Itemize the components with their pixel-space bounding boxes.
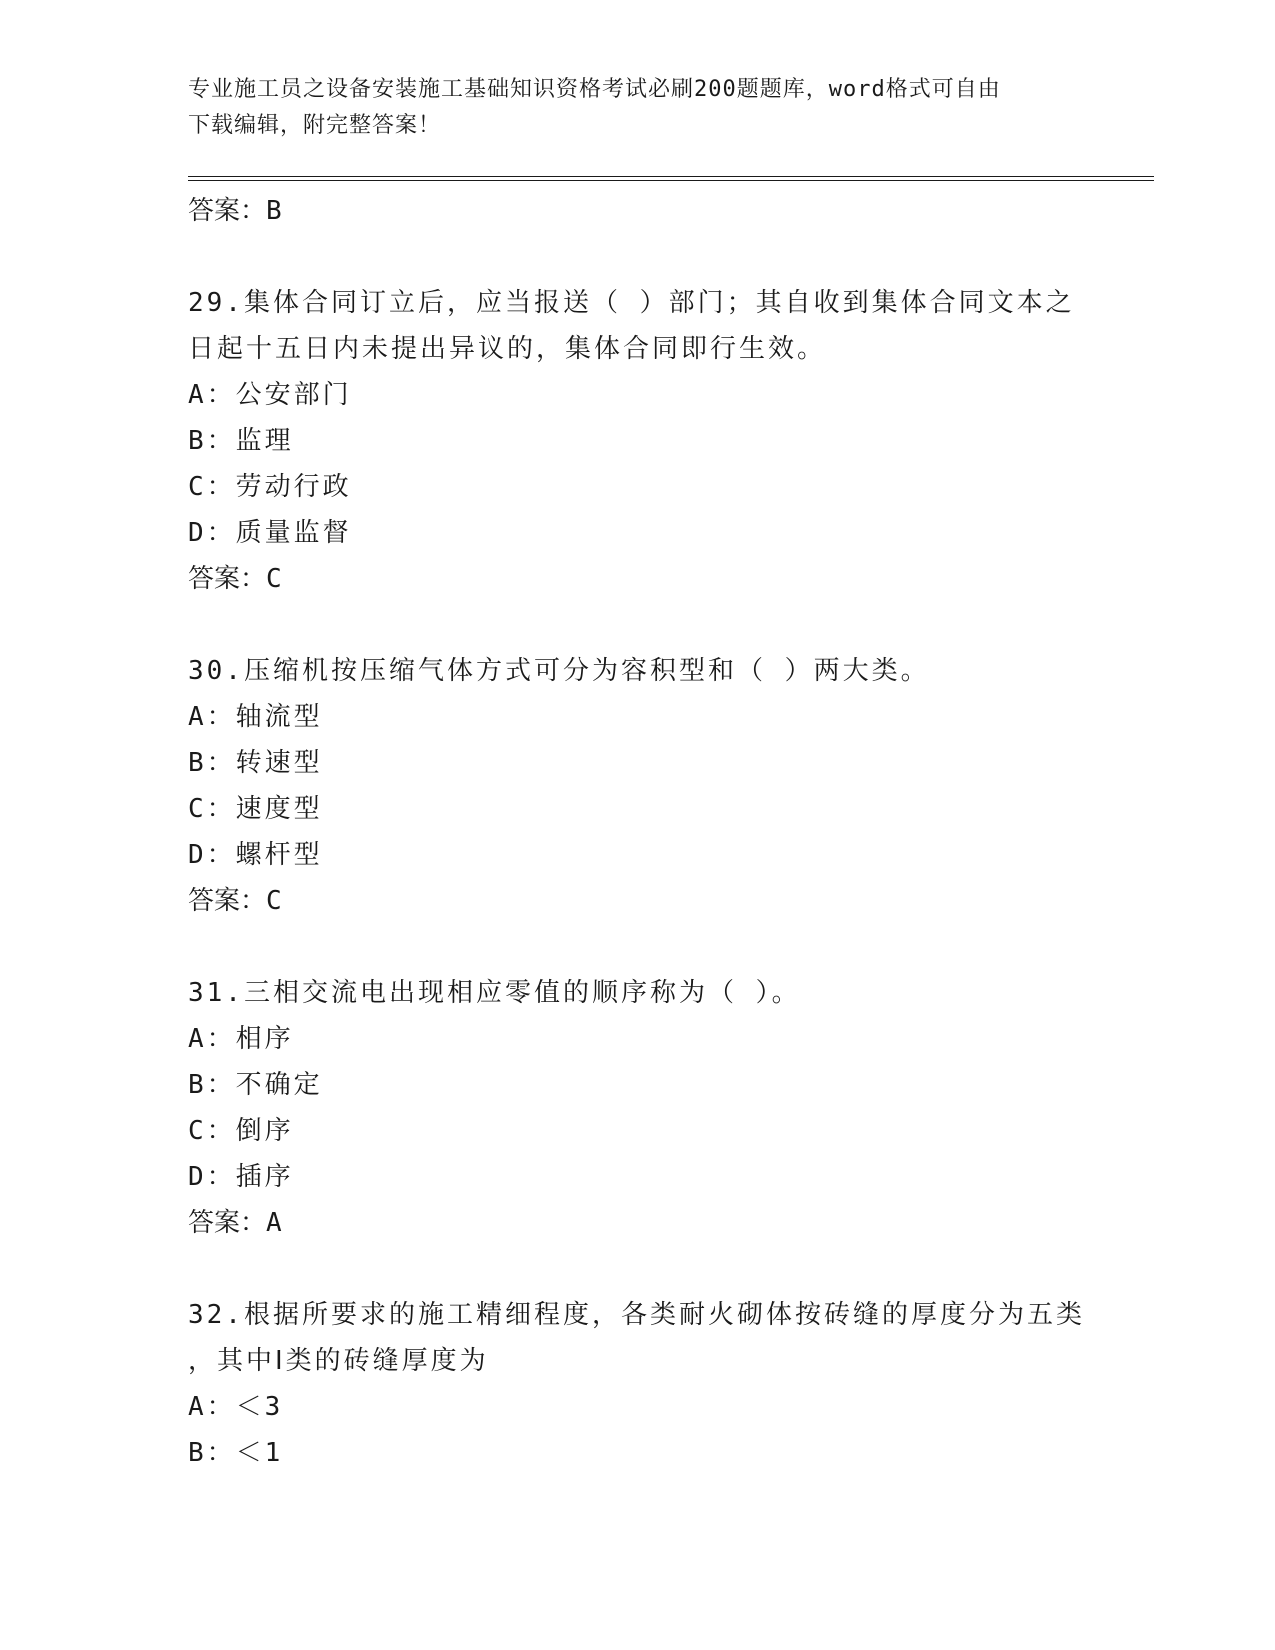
question-32	[188, 1292, 1088, 1476]
answer-28: 答案：B	[188, 196, 282, 226]
question-32-option-b: B：＜1	[188, 1438, 284, 1468]
answer-29: 答案：C	[188, 564, 282, 594]
question-32-option-a: A：＜3	[188, 1392, 284, 1422]
question-29-text-2: 日起十五日内未提出异议的，集体合同即行生效。	[188, 334, 827, 364]
spacer	[188, 602, 1088, 648]
spacer	[188, 924, 1088, 970]
question-29-option-d: D：质量监督	[188, 518, 352, 548]
header-line-2: 下载编辑，附完整答案！	[188, 113, 442, 138]
question-29	[188, 280, 1088, 602]
question-30-option-c: C：速度型	[188, 794, 323, 824]
question-30-option-d: D：螺杆型	[188, 840, 323, 870]
question-29-option-c: C：劳动行政	[188, 472, 352, 502]
question-31-text-1: 31.三相交流电出现相应零值的顺序称为（ ）。	[188, 978, 801, 1008]
header-divider	[188, 176, 1154, 181]
question-29-text-1: 29.集体合同订立后，应当报送（ ）部门；其自收到集体合同文本之	[188, 288, 1075, 318]
document-body	[188, 188, 1088, 1476]
question-31-option-c: C：倒序	[188, 1116, 294, 1146]
question-29-option-b: B：监理	[188, 426, 294, 456]
spacer	[188, 234, 1088, 280]
spacer	[188, 1246, 1088, 1292]
document-header	[188, 72, 1088, 144]
question-31-option-b: B：不确定	[188, 1070, 323, 1100]
question-30	[188, 648, 1088, 924]
answer-31: 答案：A	[188, 1208, 282, 1238]
question-31-option-a: A：相序	[188, 1024, 294, 1054]
answer-30: 答案：C	[188, 886, 282, 916]
question-32-text-2: ，其中Ⅰ类的砖缝厚度为	[188, 1346, 489, 1376]
question-32-text-1: 32.根据所要求的施工精细程度，各类耐火砌体按砖缝的厚度分为五类	[188, 1300, 1085, 1330]
header-line-1: 专业施工员之设备安装施工基础知识资格考试必刷200题题库，word格式可自由	[188, 77, 1001, 102]
question-30-option-a: A：轴流型	[188, 702, 323, 732]
question-30-text-1: 30.压缩机按压缩气体方式可分为容积型和（ ）两大类。	[188, 656, 930, 686]
question-31-option-d: D：插序	[188, 1162, 294, 1192]
question-30-option-b: B：转速型	[188, 748, 323, 778]
question-29-option-a: A：公安部门	[188, 380, 352, 410]
question-31	[188, 970, 1088, 1246]
